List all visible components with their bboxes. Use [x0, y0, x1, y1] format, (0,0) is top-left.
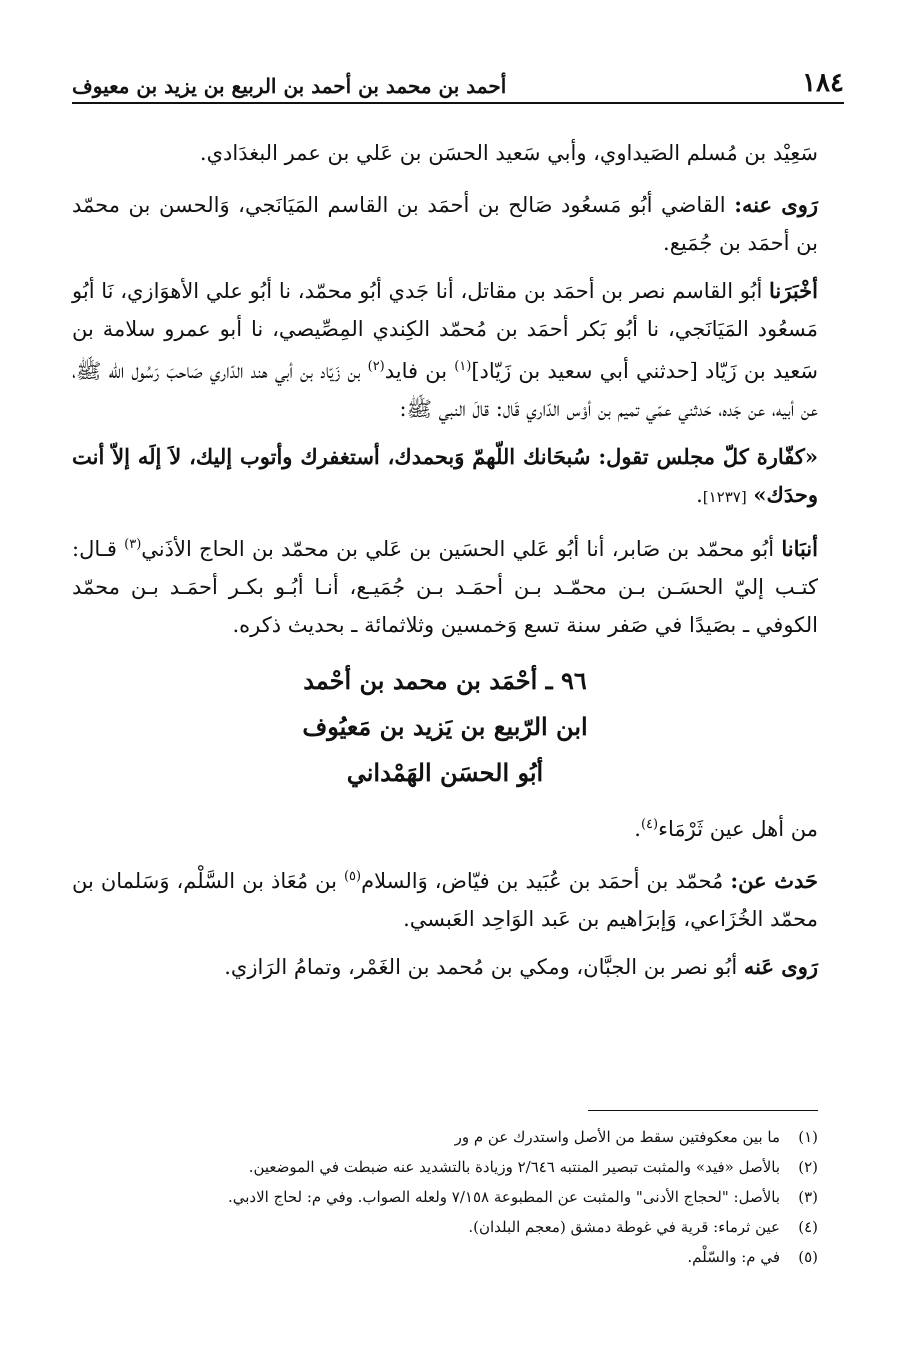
footnote-text: عين ثرماء: قرية في غوطة دمشق (معجم البلدان).	[468, 1218, 780, 1236]
paragraph-hadith: «كفّارة كلّ مجلس تقول: سُبحَانك اللّهمّ وَبحمدك، أستغفرك وأتوب إليك، لاَ إلَه إلاّ أنت وحدَك» [١٢٣٧].	[72, 444, 818, 507]
paragraph-haddatha	[72, 858, 818, 938]
footnote-text: بالأصل: "لحجاج الأدنى" والمثبت عن المطبوعة ٧/١٥٨ ولعله الصواب. وفي م: لحاج الادبي.	[227, 1188, 780, 1206]
paragraph-text: بن زَيّاد بن أبي هند الدّاري صَاحبَ رَسُول الله ﷺ، عن أبيه، عن جَده، حَدثني عمّي تميم بن أوْس الدّاري قَال: قالَ النبي ﷺ:	[72, 359, 818, 421]
footnote-item	[72, 1212, 818, 1242]
footnote-text: في م: والسّلْم.	[687, 1248, 780, 1266]
section-lead: أخْبَرَنا	[769, 278, 818, 303]
paragraph-teachers	[72, 134, 818, 172]
section-lead: رَوى عنه:	[734, 192, 818, 217]
entry-heading-line: أبُو الحسَن الهَمْداني	[346, 758, 544, 787]
footnote-ref[interactable]: (٣)	[124, 537, 142, 552]
paragraph-text: أبُو نصر بن الجبَّان، ومكي بن مُحمد بن الغَمْر، وتمامُ الرَازي.	[224, 955, 738, 979]
footnote-item	[72, 1152, 818, 1182]
section-lead: حَدث عن:	[730, 868, 818, 893]
footnote-ref[interactable]: (٥)	[343, 869, 362, 884]
paragraph-narrators	[72, 186, 818, 262]
footnote-number: (١)	[798, 1128, 818, 1146]
main-text	[72, 134, 818, 996]
footnote-item	[72, 1122, 818, 1152]
footnote-item	[72, 1242, 818, 1272]
footnote-item	[72, 1182, 818, 1212]
section-lead: رَوى عَنه	[743, 954, 818, 979]
paragraph-text: سَعِيْد بن مُسلم الصَيداوي، وأبي سَعيد الحسَن بن عَلي بن عمر البغدَادي.	[199, 141, 818, 165]
footnotes	[72, 1122, 818, 1272]
footnote-ref[interactable]: (٤)	[640, 817, 659, 832]
section-lead: أنبَانا	[781, 536, 818, 561]
footnote-ref[interactable]: (١)	[454, 359, 472, 374]
entry-heading	[72, 658, 818, 796]
footnote-text: بالأصل «فيد» والمثبت تبصير المنتبه ٢/٦٤٦ وزيادة بالتشديد عنه ضبطت في الموضعين.	[248, 1158, 780, 1176]
footnote-ref[interactable]: (٢)	[367, 359, 385, 374]
footnote-number: (٥)	[798, 1248, 818, 1266]
paragraph-rawa	[72, 948, 818, 986]
paragraph-text: بن مُعَاذ بن السَّلْم، وَسَلمان بن محمّد الخُزَاعي، وَإبرَاهيم بن عَبد الوَاحِد العَبسي.	[72, 869, 818, 931]
paragraph-anbana	[72, 526, 818, 644]
running-title: أحمد بن محمد بن أحمد بن الربيع بن يزيد بن معيوف	[72, 74, 507, 98]
paragraph-isnad	[72, 272, 818, 428]
page-number: ١٨٤	[802, 68, 844, 98]
footnote-divider	[588, 1110, 818, 1111]
hadith-number: [١٢٣٧]	[702, 488, 747, 506]
paragraph-text: أبُو القاسم نصر بن أحمَد بن مقاتل، أنا جَدي أبُو محمّد، نا أبُو علي الأهوَازي، نَا أبُو مَسعُود المَيَانَجي، نا أبُو بَكر أحمَد بن مُحمّد الكِندي المِصِّيصي، نا أبو عمرو سلامة بن سَعيد بن زَيّاد [حدثني أبي سعيد بن زَيّاد]	[72, 279, 818, 383]
footnote-number: (٣)	[798, 1188, 818, 1206]
paragraph-text: من أهل عين ثَرْمَاء	[658, 817, 818, 841]
paragraph-text: أبُو محمّد بن صَابر، أنا أبُو عَلي الحسَين بن عَلي بن محمّد بن الحاج الأذَني	[141, 537, 775, 561]
paragraph-text: مُحمّد بن أحمَد بن عُبَيد بن فيّاض، وَالسلام	[361, 869, 724, 893]
footnote-number: (٤)	[798, 1218, 818, 1236]
entry-heading-line: ابن الرّبيع بن يَزيد بن مَعيُوف	[302, 712, 588, 741]
paragraph-text: القاضي أبُو مَسعُود صَالح بن أحمَد بن القاسم المَيَانَجي، وَالحسن بن محمّد بن أحمَد بن جُمَيع.	[72, 193, 818, 255]
footnote-number: (٢)	[798, 1158, 818, 1176]
paragraph-text: بن فايد	[384, 359, 448, 383]
page-header	[72, 58, 844, 104]
paragraph-text: قـال: كتـب إليّ الحسَـن بـن محمّـد بـن أحمَـد بـن جُمَيـع، أنـا أبُـو بكـر أحمَـد بـن محمّد الكوفي ـ بصَيدًا في صَفر سنة تسع وَخمسين وثلاثمائة ـ بحديث ذكره.	[72, 537, 818, 637]
entry-heading-line: ٩٦ ـ أحْمَد بن محمد بن أحْمد	[303, 666, 587, 695]
paragraph-origin: من أهل عين ثَرْمَاء$^{(٤)}$.	[634, 817, 818, 841]
hadith-text: «كفّارة كلّ مجلس تقول: سُبحَانك اللّهمّ وَبحمدك، أستغفرك وأتوب إليك، لاَ إلَه إلاّ أنت وحدَك»	[72, 444, 818, 507]
footnote-text: ما بين معكوفتين سقط من الأصل واستدرك عن م ور	[454, 1128, 780, 1146]
